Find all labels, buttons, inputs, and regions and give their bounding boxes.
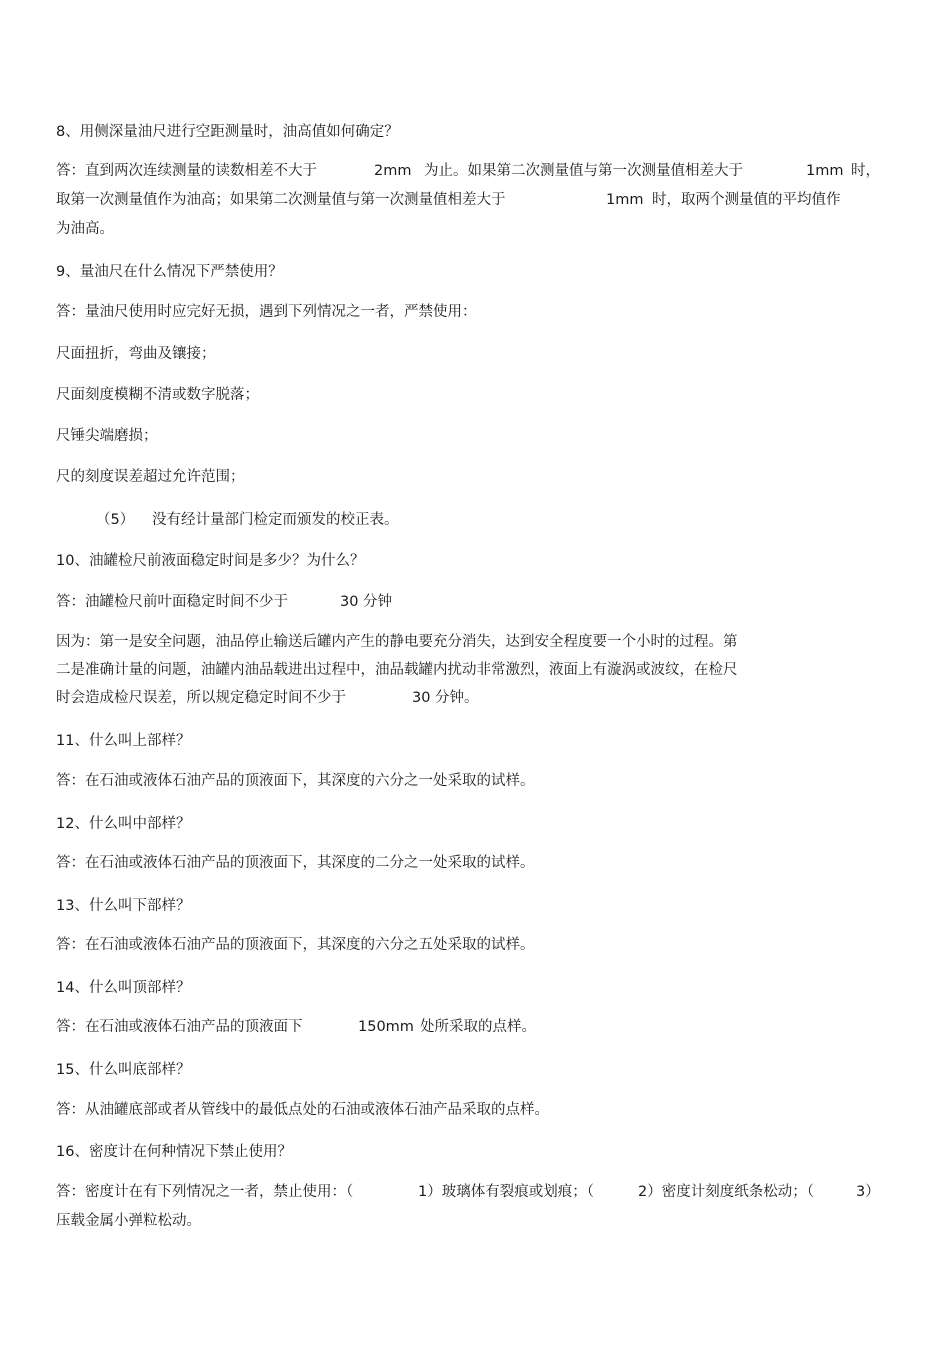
question-10: 10、油罐检尺前液面稳定时间是多少？为什么？	[56, 553, 365, 569]
question-9: 9、量油尺在什么情况下严禁使用？	[56, 264, 283, 280]
answer-10	[56, 592, 556, 612]
answer-9: 答：量油尺使用时应完好无损，遇到下列情况之一者，严禁使用：	[56, 304, 477, 320]
reason-10-line-3	[56, 688, 556, 708]
reason-10-value: 30 分钟。	[412, 690, 479, 706]
question-12: 12、什么叫中部样？	[56, 816, 191, 832]
answer-8-text: 取第一次测量值作为油高；如果第二次测量值与第一次测量值相差大于	[56, 192, 506, 208]
question-14: 14、什么叫顶部样？	[56, 980, 191, 996]
answer-16-line-1	[56, 1182, 886, 1202]
question-13: 13、什么叫下部样？	[56, 898, 191, 914]
answer-8-line-2	[56, 190, 886, 210]
question-11: 11、什么叫上部样？	[56, 733, 191, 749]
answer-16-text: 1）玻璃体有裂痕或划痕；（	[418, 1184, 594, 1200]
list-item: 尺的刻度误差超过允许范围；	[56, 469, 245, 485]
answer-8-text: 为止。如果第二次测量值与第一次测量值相差大于	[424, 163, 743, 179]
list-item-text: 没有经计量部门检定而颁发的校正表。	[152, 512, 399, 528]
answer-14-value: 150mm	[358, 1019, 414, 1035]
answer-8-value: 1mm	[806, 163, 844, 179]
answer-8-line-3: 为油高。	[56, 221, 114, 237]
answer-10-text: 答：油罐检尺前叶面稳定时间不少于	[56, 594, 288, 610]
answer-16-text: 3）	[856, 1184, 880, 1200]
answer-8-text: 答：直到两次连续测量的读数相差不大于	[56, 163, 317, 179]
list-item: 尺锤尖端磨损；	[56, 428, 158, 444]
answer-12: 答：在石油或液体石油产品的顶液面下，其深度的二分之一处采取的试样。	[56, 855, 535, 871]
list-item-5	[56, 510, 556, 530]
answer-8-text: 时，取两个测量值的平均值作	[652, 192, 841, 208]
reason-10-line-1: 因为：第一是安全问题，油品停止输送后罐内产生的静电要充分消失，达到安全程度要一个小时的过程。第	[56, 634, 738, 650]
answer-8-value: 2mm	[374, 163, 412, 179]
answer-14	[56, 1017, 656, 1037]
question-8: 8、用侧深量油尺进行空距测量时，油高值如何确定？	[56, 124, 399, 140]
answer-10-value: 30 分钟	[340, 594, 393, 610]
answer-16-text: 2）密度计刻度纸条松动；（	[638, 1184, 814, 1200]
question-15: 15、什么叫底部样？	[56, 1062, 191, 1078]
answer-8-line-1	[56, 161, 886, 181]
answer-15: 答：从油罐底部或者从管线中的最低点处的石油或液体石油产品采取的点样。	[56, 1102, 549, 1118]
reason-10-line-2: 二是准确计量的问题，油罐内油品载进出过程中，油品载罐内扰动非常激烈，液面上有漩涡或波纹，在检尺	[56, 662, 738, 678]
answer-16-line-2: 压载金属小弹粒松动。	[56, 1213, 201, 1229]
answer-16-text: 答：密度计在有下列情况之一者，禁止使用：（	[56, 1184, 354, 1200]
answer-11: 答：在石油或液体石油产品的顶液面下，其深度的六分之一处采取的试样。	[56, 773, 535, 789]
answer-13: 答：在石油或液体石油产品的顶液面下，其深度的六分之五处采取的试样。	[56, 937, 535, 953]
list-item: 尺面刻度模糊不清或数字脱落；	[56, 387, 259, 403]
list-item: 尺面扭折，弯曲及镶接；	[56, 346, 216, 362]
list-item-number: （5）	[96, 512, 135, 528]
answer-8-value: 1mm	[606, 192, 644, 208]
question-16: 16、密度计在何种情况下禁止使用？	[56, 1144, 292, 1160]
answer-14-text: 处所采取的点样。	[420, 1019, 536, 1035]
reason-10-text: 时会造成检尺误差，所以规定稳定时间不少于	[56, 690, 346, 706]
answer-14-text: 答：在石油或液体石油产品的顶液面下	[56, 1019, 303, 1035]
answer-8-text: 时，	[851, 163, 880, 179]
